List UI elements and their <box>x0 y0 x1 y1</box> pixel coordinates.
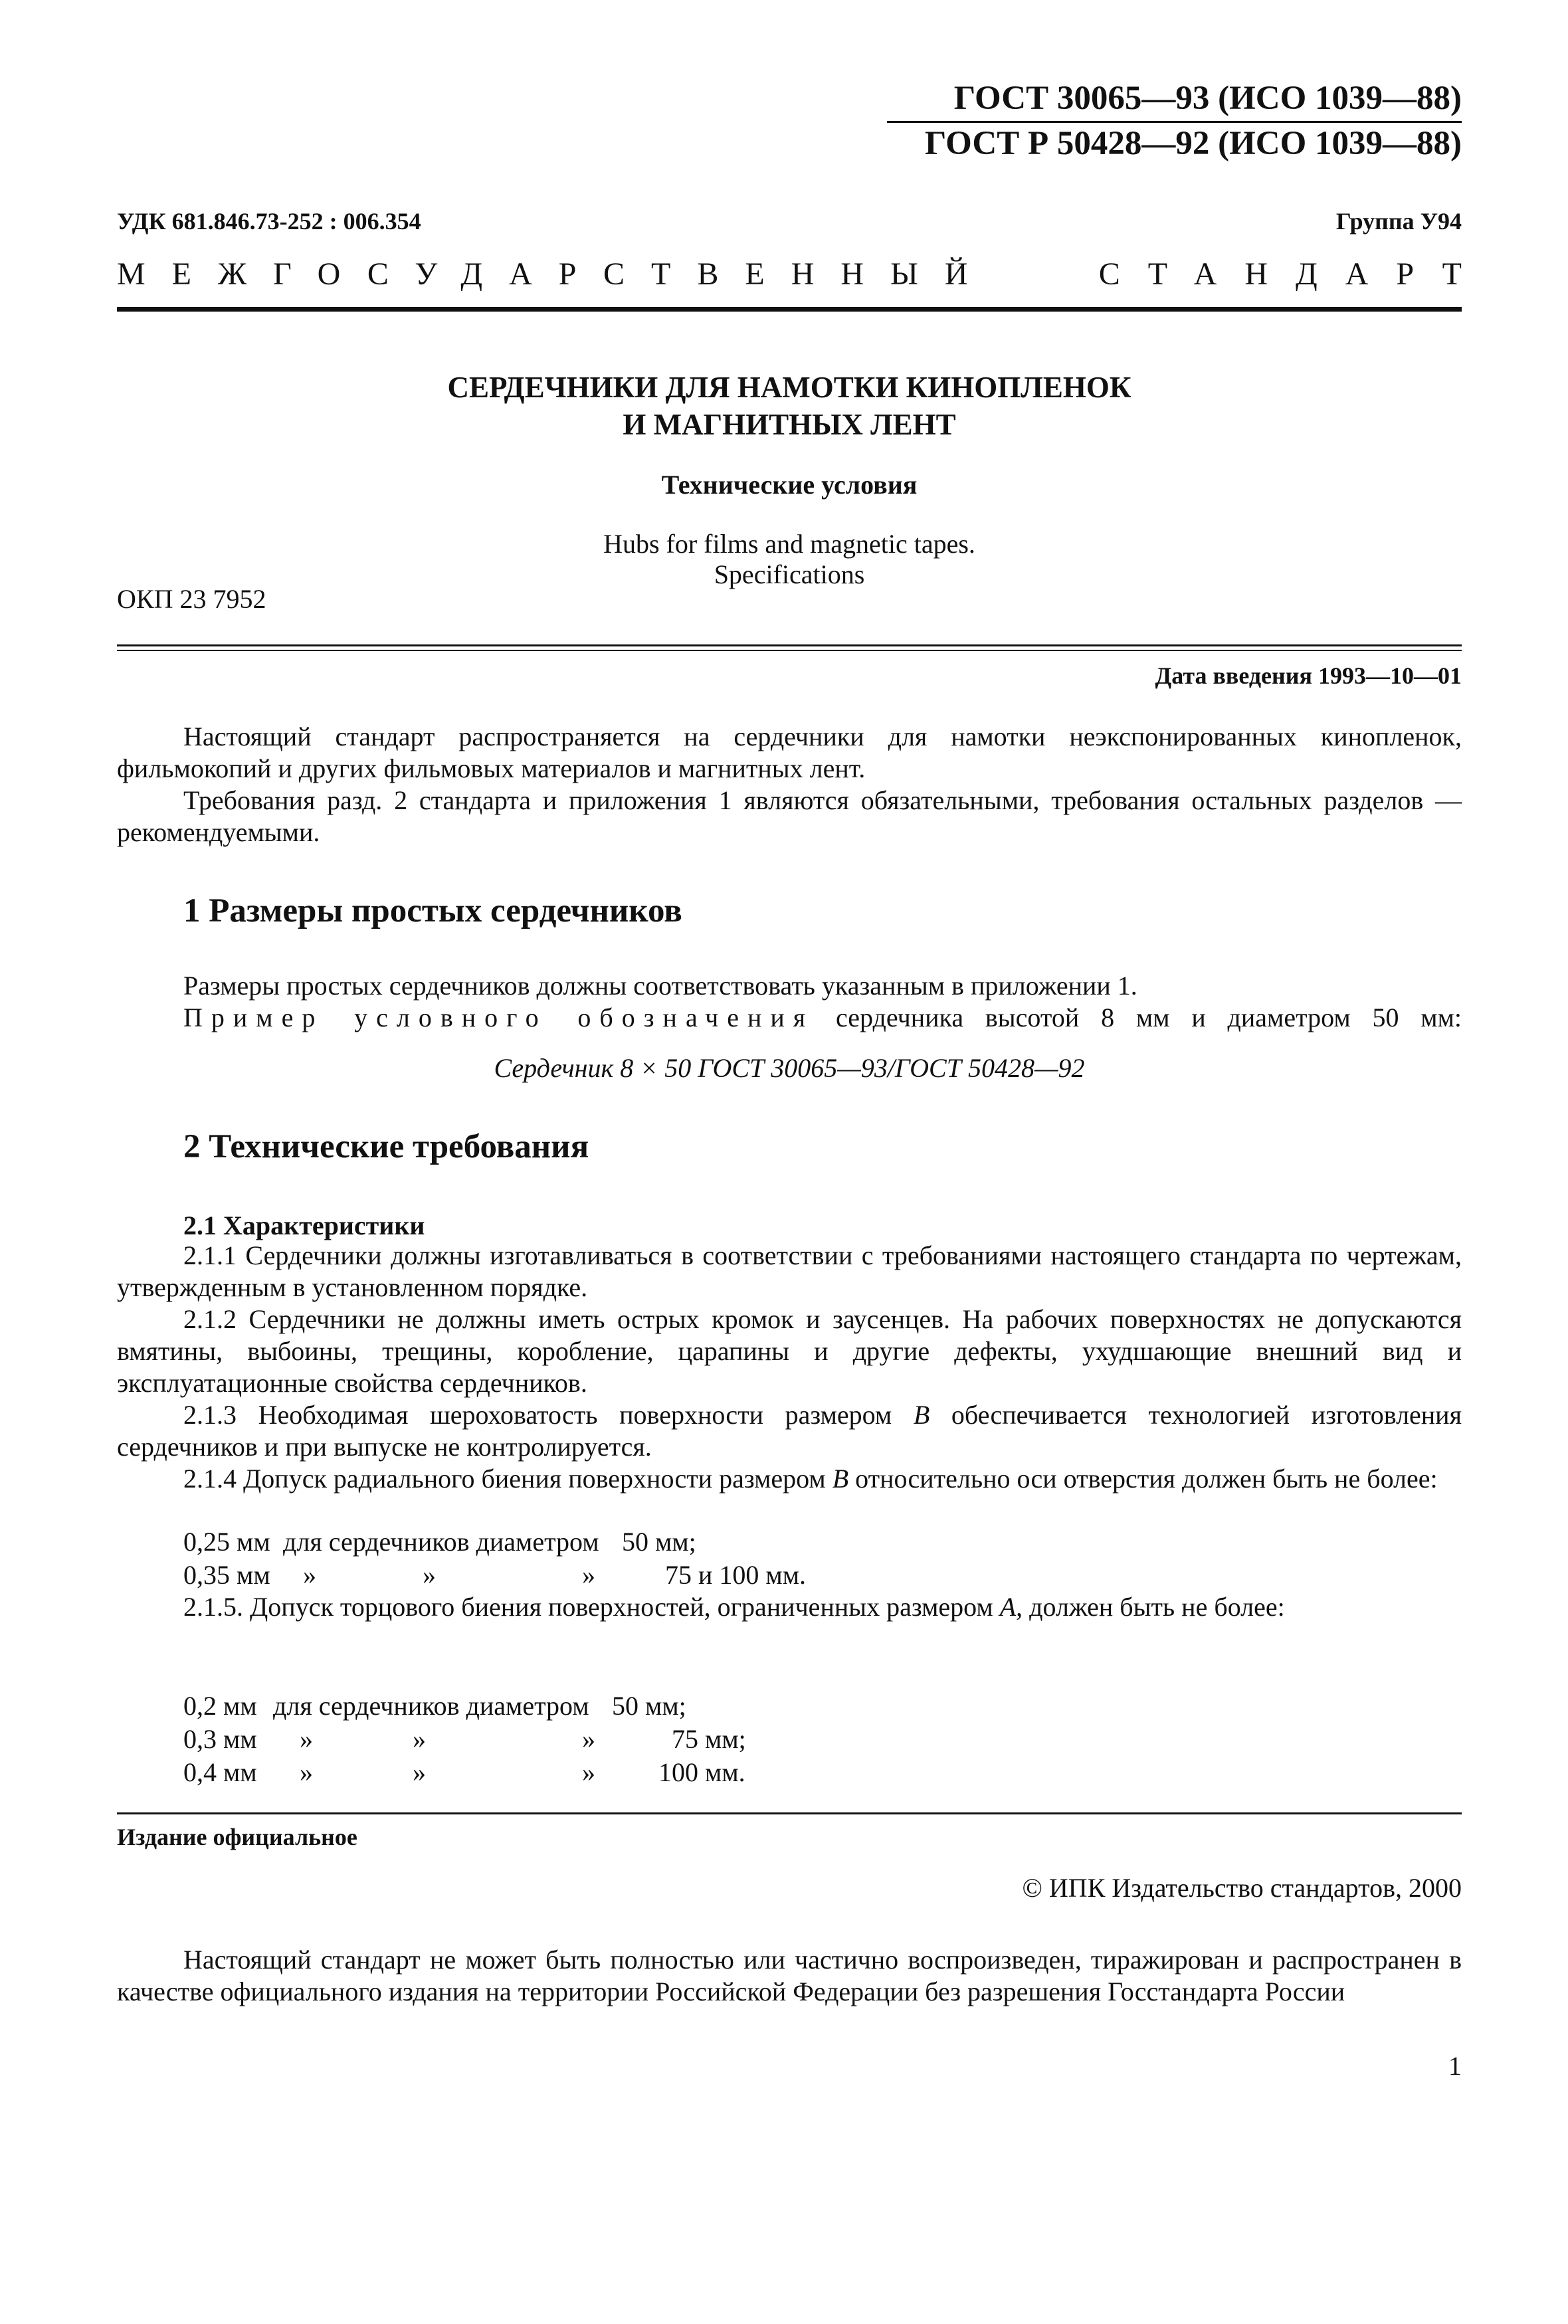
english-title-line-1: Hubs for films and magnetic tapes. <box>603 529 975 559</box>
diameter-value: 75 и 100 мм. <box>665 1560 807 1590</box>
footer-rule <box>117 1812 1462 1814</box>
standard-type-left: МЕЖГОСУДАРСТВЕННЫЙ <box>117 256 995 292</box>
ditto-mark: » <box>423 1560 436 1590</box>
diameter-label: для сердечников диаметром <box>283 1527 599 1557</box>
runout-list-2-1-5 <box>183 1690 1180 1789</box>
list-item <box>183 1525 1180 1559</box>
clause-2-1-2: 2.1.2 Сердечники не должны иметь острых кромок и заусенцев. На рабочих поверхностях не допускаются вмятины, выбоины, трещины, коробление, царапины и другие дефекты, ухудшающие внешний вид и эксплуатационные свойства сердечников. <box>117 1304 1462 1398</box>
title-rule-2 <box>117 650 1462 651</box>
tolerance-value: 0,35 мм <box>183 1560 270 1590</box>
ditto-mark: » <box>582 1757 595 1787</box>
page-number: 1 <box>1448 2051 1462 2081</box>
dimension-a-symbol: А <box>999 1592 1017 1622</box>
section-1-paragraph: Размеры простых сердечников должны соответствовать указанным в приложении 1. <box>183 971 1137 1001</box>
diameter-value: 75 мм; <box>672 1724 746 1754</box>
udk-code: УДК 681.846.73-252 : 006.354 <box>117 208 421 235</box>
tolerance-value: 0,3 мм <box>183 1724 257 1754</box>
intro-paragraph-1: Настоящий стандарт распространяется на сердечники для намотки неэкспонированных кинопленок, фильмокопий и других фильмовых материалов и магнитных лент. <box>117 722 1462 783</box>
example-text: сердечника высотой 8 мм и диаметром 50 мм: <box>836 1003 1462 1032</box>
header-rule-thick <box>117 307 1462 312</box>
dimension-b-symbol: В <box>913 1400 930 1430</box>
clause-2-1-1: 2.1.1 Сердечники должны изготавливаться в соответствии с требованиями настоящего стандарта по чертежам, утвержденным в установленном порядке. <box>117 1240 1462 1302</box>
standard-type-right: СТАНДАРТ <box>1098 256 1490 292</box>
list-item <box>183 1559 1180 1592</box>
english-title <box>117 529 1462 590</box>
copyright-notice: © ИПК Издательство стандартов, 2000 <box>1022 1873 1462 1903</box>
clause-2-1-4-text-a: 2.1.4 Допуск радиального биения поверхности размером <box>183 1464 833 1494</box>
group-code: Группа У94 <box>1335 208 1462 235</box>
section-1-heading: 1 Размеры простых сердечников <box>183 892 682 929</box>
clause-2-1-3-text-a: 2.1.3 Необходимая шероховатость поверхности размером <box>183 1400 914 1430</box>
subsection-2-1-heading: 2.1 Характеристики <box>183 1210 425 1240</box>
tolerance-value: 0,4 мм <box>183 1757 257 1787</box>
gost-number-2: ГОСТ Р 50428—92 (ИСО 1039—88) <box>924 125 1462 162</box>
title-line-1: СЕРДЕЧНИКИ ДЛЯ НАМОТКИ КИНОПЛЕНОК <box>447 371 1131 404</box>
diameter-value: 50 мм; <box>612 1691 686 1721</box>
document-subtitle: Технические условия <box>661 470 918 500</box>
clause-2-1-5 <box>117 1591 1462 1623</box>
clause-2-1-5-text-b: , должен быть не более: <box>1016 1592 1285 1622</box>
dimension-b-symbol: В <box>832 1464 849 1494</box>
designation-example <box>183 1002 1462 1034</box>
clause-2-1-3 <box>117 1399 1462 1463</box>
ditto-mark: » <box>303 1560 316 1590</box>
ditto-mark: » <box>413 1724 426 1754</box>
document-title <box>117 369 1462 443</box>
ditto-mark: » <box>582 1724 595 1754</box>
intro-paragraph-2: Требования разд. 2 стандарта и приложения 1 являются обязательными, требования остальных разделов — рекомендуемыми. <box>117 785 1462 847</box>
english-title-line-2: Specifications <box>714 559 865 589</box>
list-item <box>183 1690 1180 1723</box>
effective-date: Дата введения 1993—10—01 <box>1155 662 1462 689</box>
example-label: Пример условного обозначения <box>183 1003 815 1032</box>
ditto-mark: » <box>413 1757 426 1787</box>
ditto-mark: » <box>300 1724 313 1754</box>
diameter-value: 50 мм; <box>622 1527 696 1557</box>
clause-2-1-4 <box>117 1463 1462 1495</box>
clause-2-1-3-text-b: обеспечивается технологией изготовления сердечников и при выпуске не контролируется. <box>117 1400 1462 1462</box>
ditto-mark: » <box>300 1757 313 1787</box>
section-2-heading: 2 Технические требования <box>183 1128 589 1165</box>
diameter-label: для сердечников диаметром <box>273 1691 589 1721</box>
ditto-mark: » <box>582 1560 595 1590</box>
reproduction-notice: Настоящий стандарт не может быть полностью или частично воспроизведен, тиражирован и распространен в качестве официального издания на территории Российской Федерации без разрешения Госстандарта России <box>117 1945 1462 2006</box>
title-rule-1 <box>117 644 1462 646</box>
list-item <box>183 1723 1180 1756</box>
tolerance-value: 0,2 мм <box>183 1691 257 1721</box>
tolerance-value: 0,25 мм <box>183 1527 270 1557</box>
clause-2-1-4-text-b: относительно оси отверстия должен быть не более: <box>848 1464 1438 1494</box>
gost-number-1-text: ГОСТ 30065—93 (ИСО 1039—88) <box>953 80 1462 117</box>
okp-code: ОКП 23 7952 <box>117 584 266 614</box>
runout-list-2-1-4 <box>183 1525 1180 1592</box>
official-edition-label: Издание официальное <box>117 1824 357 1850</box>
title-line-2: И МАГНИТНЫХ ЛЕНТ <box>623 408 956 441</box>
diameter-value: 100 мм. <box>658 1757 745 1787</box>
designation-formula: Сердечник 8 × 50 ГОСТ 30065—93/ГОСТ 50428—92 <box>494 1053 1085 1083</box>
gost-number-1 <box>954 78 1462 118</box>
clause-2-1-5-text-a: 2.1.5. Допуск торцового биения поверхностей, ограниченных размером <box>183 1592 1000 1622</box>
list-item <box>183 1756 1180 1789</box>
gost-underline <box>887 121 1462 123</box>
